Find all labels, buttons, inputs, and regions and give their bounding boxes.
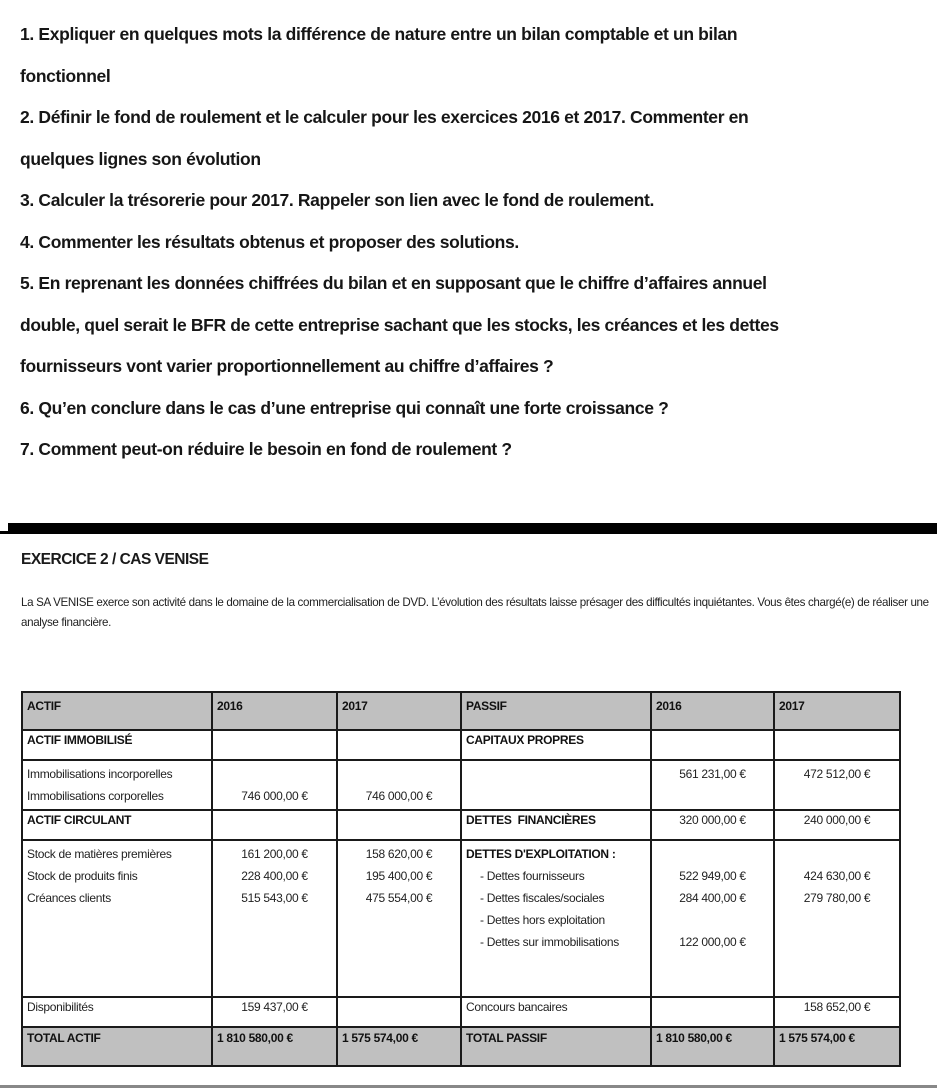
exercise-title: EXERCICE 2 / CAS VENISE (21, 551, 209, 568)
dettes-fiscales-2016: 284 400,00 € (679, 891, 746, 905)
immob-corporelles-2017: 746 000,00 € (365, 789, 433, 803)
header-passif-2016: 2016 (651, 692, 774, 730)
dettes-financieres-label: DETTES FINANCIÈRES (461, 810, 651, 840)
total-passif-2017: 1 575 574,00 € (774, 1027, 900, 1066)
actif-immobilise-label: ACTIF IMMOBILISÉ (22, 730, 212, 760)
question-2-line-2: quelques lignes son évolution (20, 148, 261, 169)
dettes-hors-exploitation-label: - Dettes hors exploitation (480, 913, 605, 927)
question-5-line-1: 5. En reprenant les données chiffrées du bilan et en supposant que le chiffre d’affaires annuel (20, 273, 767, 293)
dettes-fiscales-label: - Dettes fiscales/sociales (480, 891, 605, 905)
table-total-row (22, 1027, 900, 1066)
question-4: 4. Commenter les résultats obtenus et proposer des solutions. (20, 231, 519, 252)
dettes-immobilisations-label: - Dettes sur immobilisations (480, 935, 619, 949)
question-6: 6. Qu’en conclure dans le cas d’une entreprise qui connaît une forte croissance ? (20, 397, 669, 418)
dettes-financieres-2017: 240 000,00 € (774, 810, 900, 840)
question-3: 3. Calculer la trésorerie pour 2017. Rappeler son lien avec le fond de roulement. (20, 190, 654, 210)
question-7: 7. Comment peut-on réduire le besoin en fond de roulement ? (20, 439, 512, 459)
balance-sheet-table (21, 691, 901, 1067)
table-row (22, 730, 900, 760)
dettes-fournisseurs-label: - Dettes fournisseurs (480, 869, 585, 883)
total-actif-label: TOTAL ACTIF (22, 1027, 212, 1066)
stock-pf-2017: 195 400,00 € (365, 869, 433, 883)
questions-list (20, 14, 930, 471)
actif-circulant-label: ACTIF CIRCULANT (22, 810, 212, 840)
table-row (22, 760, 900, 810)
section-divider (8, 523, 937, 534)
disponibilites-label: Disponibilités (22, 997, 212, 1027)
question-2-line-1: 2. Définir le fond de roulement et le calculer pour les exercices 2016 et 2017. Commenter en (20, 107, 749, 127)
stock-mp-2017: 158 620,00 € (365, 847, 433, 861)
stock-pf-2016: 228 400,00 € (241, 869, 308, 883)
section-divider-stub (0, 531, 12, 534)
header-actif: ACTIF (22, 692, 212, 730)
creances-clients-label: Créances clients (27, 891, 111, 905)
total-actif-2016: 1 810 580,00 € (212, 1027, 337, 1066)
table-row (22, 997, 900, 1027)
immob-incorporelles-2017 (342, 763, 456, 785)
dettes-hors-exploitation-2016 (656, 909, 769, 931)
total-actif-2017: 1 575 574,00 € (337, 1027, 461, 1066)
creances-clients-2017: 475 554,00 € (365, 891, 433, 905)
table-row (22, 840, 900, 997)
question-5-line-2: double, quel serait le BFR de cette entreprise sachant que les stocks, les créances et les dettes (20, 314, 779, 335)
disponibilites-2016: 159 437,00 € (212, 997, 337, 1027)
dettes-exploitation-label: DETTES D'EXPLOITATION : (466, 847, 616, 861)
dettes-fournisseurs-2017: 424 630,00 € (803, 869, 871, 883)
concours-bancaires-2017: 158 652,00 € (774, 997, 900, 1027)
stock-mp-label: Stock de matières premières (27, 847, 172, 861)
header-actif-2017: 2017 (337, 692, 461, 730)
immob-incorporelles-label: Immobilisations incorporelles (27, 767, 173, 781)
concours-bancaires-label: Concours bancaires (461, 997, 651, 1027)
dettes-fiscales-2017: 279 780,00 € (803, 891, 871, 905)
dettes-fournisseurs-2016: 522 949,00 € (679, 869, 746, 883)
stock-pf-label: Stock de produits finis (27, 869, 138, 883)
question-5-line-3: fournisseurs vont varier proportionnellement au chiffre d’affaires ? (20, 356, 554, 376)
dettes-immobilisations-2017 (779, 931, 895, 953)
immob-corporelles-2016: 746 000,00 € (241, 789, 308, 803)
immob-corporelles-label: Immobilisations corporelles (27, 789, 164, 803)
table-row (22, 810, 900, 840)
total-passif-label: TOTAL PASSIF (461, 1027, 651, 1066)
capitaux-propres-2017: 472 512,00 € (803, 767, 871, 781)
capitaux-propres-label: CAPITAUX PROPRES (461, 730, 651, 760)
immob-incorporelles-2016 (217, 763, 332, 785)
header-passif: PASSIF (461, 692, 651, 730)
capitaux-propres-2016: 561 231,00 € (679, 767, 746, 781)
creances-clients-2016: 515 543,00 € (241, 891, 308, 905)
exercise-intro: La SA VENISE exerce son activité dans le domaine de la commercialisation de DVD. L’évolution des résultats laisse présager des difficultés inquiétantes. Vous êtes chargé(e) de réaliser une analyse financière. (21, 596, 929, 629)
stock-mp-2016: 161 200,00 € (241, 847, 308, 861)
total-passif-2016: 1 810 580,00 € (651, 1027, 774, 1066)
header-actif-2016: 2016 (212, 692, 337, 730)
question-1-line-2: fonctionnel (20, 65, 111, 86)
dettes-financieres-2016: 320 000,00 € (651, 810, 774, 840)
dettes-immobilisations-2016: 122 000,00 € (679, 935, 746, 949)
header-passif-2017: 2017 (774, 692, 900, 730)
question-1-line-1: 1. Expliquer en quelques mots la différence de nature entre un bilan comptable et un bilan (20, 24, 738, 44)
dettes-hors-exploitation-2017 (779, 909, 895, 931)
disponibilites-2017 (337, 997, 461, 1027)
table-header-row (22, 692, 900, 730)
concours-bancaires-2016 (651, 997, 774, 1027)
